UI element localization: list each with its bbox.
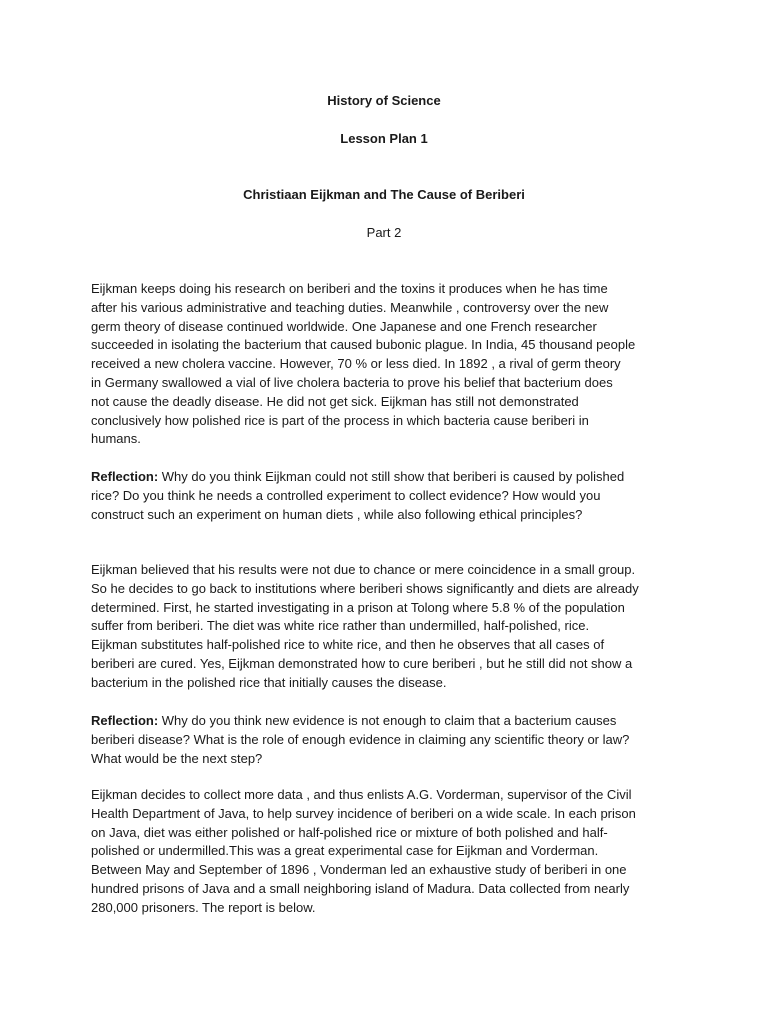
paragraph-line: Eijkman believed that his results were not due to chance or mere coincidence in a small group. [91,562,636,577]
reflection-line: beriberi disease? What is the role of enough evidence in claiming any scientific theory or law? [91,731,630,747]
paragraph-line: not cause the deadly disease. He did not get sick. Eijkman has still not demonstrated [91,393,579,409]
reflection-2 [91,712,691,768]
reflection-line: rice? Do you think he needs a controlled experiment to collect evidence? How would you [91,487,601,503]
paragraph-line: Eijkman decides to collect more data , and thus enlists A.G. Vorderman, supervisor of the Civil [91,787,632,802]
reflection-line: construct such an experiment on human diets , while also following ethical principles? [91,506,583,522]
paragraph-line: suffer from beriberi. The diet was white rice rather than undermilled, half-polished, rice. [91,618,590,634]
course-title: History of Science [327,93,441,108]
reflection-1 [91,468,691,524]
paragraph-line: bacterium in the polished rice that initially causes the disease. [91,674,447,690]
paragraph-line: hundred prisons of Java and a small neighboring island of Madura. Data collected from nearly [91,880,630,896]
paragraph-line: Health Department of Java, to help survey incidence of beriberi on a wide scale. In each prison [91,805,636,821]
paragraph-line: 280,000 prisoners. The report is below. [91,899,316,915]
paragraph-line: beriberi are cured. Yes, Eijkman demonstrated how to cure beriberi , but he still did not show a [91,655,633,671]
reflection-line: What would be the next step? [91,750,263,766]
paragraph-line: received a new cholera vaccine. However, 70 % or less died. In 1892 , a rival of germ theory [91,356,621,372]
paragraph-line: germ theory of disease continued worldwide. One Japanese and one French researcher [91,318,597,334]
reflection-text: Why do you think new evidence is not enough to claim that a bacterium causes [158,713,617,728]
paragraph-line: Eijkman keeps doing his research on beriberi and the toxins it produces when he has time [91,281,608,296]
document-title: Christiaan Eijkman and The Cause of Beriberi [243,187,525,202]
paragraph-line: determined. First, he started investigating in a prison at Tolong where 5.8 % of the population [91,599,625,615]
paragraph-vorderman-study [91,786,691,918]
reflection-first-line [91,468,691,487]
reflection-label: Reflection: [91,713,159,728]
reflection-first-line [91,712,691,731]
paragraph-line: polished or undermilled.This was a great experimental case for Eijkman and Vorderman. [91,843,599,859]
paragraph-line: succeeded in isolating the bacterium that caused bubonic plague. In India, 45 thousand people [91,337,636,353]
paragraph-line: Between May and September of 1896 , Vonderman led an exhaustive study of beriberi in one [91,862,627,878]
paragraph-line: conclusively how polished rice is part of the process in which bacteria cause beriberi in [91,412,589,428]
paragraph-line: Eijkman substitutes half-polished rice to white rice, and then he observes that all cases of [91,637,605,653]
paragraph-research [91,280,691,449]
part-label: Part 2 [366,225,402,240]
paragraph-line: So he decides to go back to institutions where beriberi shows significantly and diets are already [91,580,639,596]
reflection-text: Why do you think Eijkman could not still show that beriberi is caused by polished [158,469,625,484]
paragraph-line: humans. [91,431,141,447]
paragraph-line: after his various administrative and teaching duties. Meanwhile , controversy over the new [91,299,609,315]
paragraph-line: on Java, diet was either polished or half-polished rice or mixture of both polished and half- [91,824,608,840]
paragraph-tolong-prison [91,561,691,693]
lesson-title: Lesson Plan 1 [340,131,428,146]
paragraph-line: in Germany swallowed a vial of live cholera bacteria to prove his belief that bacterium does [91,374,613,390]
reflection-label: Reflection: [91,469,159,484]
